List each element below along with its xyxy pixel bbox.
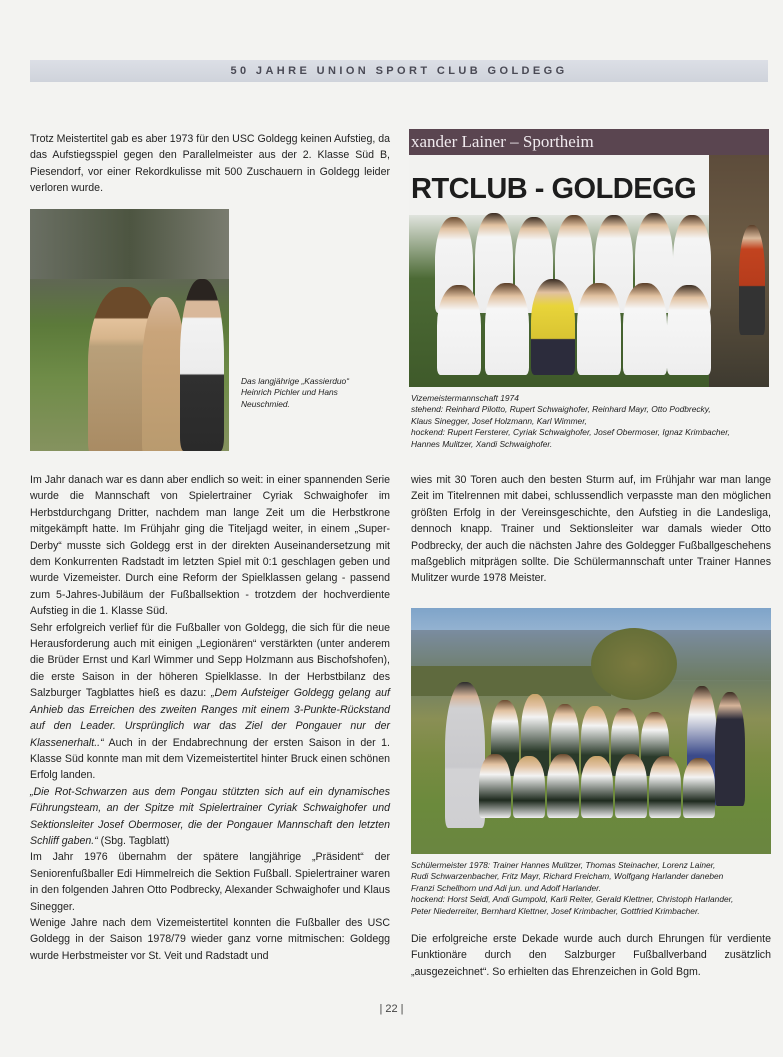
right-column-text-top <box>411 472 771 587</box>
page-header-title: 50 JAHRE UNION SPORT CLUB GOLDEGG <box>230 65 568 77</box>
youth-kneeling <box>513 756 545 818</box>
quote-tagblatt: „Die Rot-Schwarzen aus dem Pongau stützten sich auf ein dynamisches Führungsteam, an der Spitze mit Spielertrainer Cyriak Schwaighofer und Sektionsleiter Josef Obermoser, die der Pongauer Mannschaft den letzten Schliff gaben.“ <box>30 785 390 847</box>
photo-kassierduo <box>30 209 229 451</box>
youth-kneeling <box>683 758 715 818</box>
caption-schuelermeister <box>411 860 733 917</box>
photo-treeline <box>411 666 611 696</box>
caption-line: Vizemeistermannschaft 1974 <box>411 393 519 403</box>
youth-kneeling <box>581 756 613 818</box>
caption-line: hockend: Horst Seidl, Andi Gumpold, Karli Reiter, Gerald Klettner, Christoph Harlander, <box>411 894 734 905</box>
spectator <box>739 225 765 335</box>
youth-kneeling <box>547 754 579 818</box>
caption-line: Hannes Mulitzer, Xandi Schwaighofer. <box>411 438 553 449</box>
header-band <box>30 60 768 82</box>
caption-line: Franzi Schellhorn und Adi jun. und Adolf Harlander. <box>411 882 601 893</box>
paragraph: Im Jahr danach war es dann aber endlich so weit: in einer spannenden Serie wurde die Mannschaft von Spielertrainer Cyriak Schwaighofer im Herbstdurchgang Dritter, nachdem man lange Zeit um die Herbstkrone mitgekämpft hatte. Im Frühjahr ging die Titeljagd weiter, in einem „Super-Derby“ musste sich Goldegg erst in der direkten Auseinandersetzung mit dem Konkurrenten Radstadt im letzten Spiel mit 0:1 geschlagen geben und wurde Vizemeister. Durch eine Reform der Spielklassen gelang - passend zum 5-Jahres-Jubiläum der Fußballsektion - trotzdem der hochverdiente Aufstieg in die 1. Klasse Süd. <box>30 474 390 618</box>
paragraph: Die erfolgreiche erste Dekade wurde auch durch Ehrungen für verdiente Funktionäre durch den Salzburger Fußballverband zusätzlich „ausgezeichnet“. So erhielten das Ehrenzeichen in Gold Bgm. <box>411 933 771 978</box>
player-kneeling <box>485 283 529 375</box>
goalkeeper-yellow-shirt <box>531 279 575 375</box>
youth-kneeling <box>615 754 647 818</box>
paragraph: wies mit 30 Toren auch den besten Sturm auf, im Frühjahr war man lange Zeit im Titelrennen mit dabei, schlussendlich verpasste man den möglichen größten Erfolg in der Vereinsgeschichte, den Aufstieg in die Landesliga, dennoch knapp. Trainer und Sektionsleiter war damals wieder Otto Podbrecky, der auch die nächsten Jahre des Goldegger Fußballgeschehens maßgeblich mitprägen sollte. Die Schülermannschaft unter Trainer Hannes Mulitzer wurde 1978 Meister. <box>411 474 771 585</box>
photo-sign-text: RTCLUB - GOLDEGG <box>411 173 697 205</box>
adult-right <box>715 692 745 806</box>
youth-kneeling <box>649 756 681 818</box>
caption-line: stehend: Reinhard Pilotto, Rupert Schwaighofer, Reinhard Mayr, Otto Podbrecky, <box>411 404 711 415</box>
caption-line: Das langjährige „Kassierduo“ <box>241 376 349 386</box>
intro-paragraph <box>30 131 390 197</box>
caption-line: Rudi Schwarzenbacher, Fritz Mayr, Richard Freicham, Wolfgang Harlander daneben <box>411 871 724 882</box>
photo-vizemeister-team <box>409 129 769 387</box>
player-kneeling <box>667 285 711 375</box>
left-column-text <box>30 472 390 964</box>
photo-tree <box>591 628 677 700</box>
paragraph: Wenige Jahre nach dem Vizemeistertitel konnten die Fußballer des USC Goldegg in der Saison 1978/79 wieder ganz vorne mitmischen: Goldegg wurde Herbstmeister vor St. Veit und Radstadt und <box>30 916 390 962</box>
intro-text: Trotz Meistertitel gab es aber 1973 für den USC Goldegg keinen Aufstieg, da das Aufstiegsspiel gegen den Parallelmeister aus der 2. Klasse Süd B, Piesendorf, vor einer Rekordkulisse mit 500 Zuschauern in Goldegg leider verloren wurde. <box>30 133 391 195</box>
photo-banner-text: xander Lainer – Sportheim <box>411 132 594 151</box>
photo-background-trees <box>30 209 229 279</box>
caption-vizemeister <box>411 393 730 450</box>
player-kneeling <box>623 283 667 375</box>
paragraph <box>30 784 390 850</box>
caption-line: Peter Niederreiter, Bernhard Klettner, Josef Krimbacher, Gottfried Krimbacher. <box>411 905 700 916</box>
caption-line: hockend: Rupert Fersterer, Cyriak Schwaighofer, Josef Obermoser, Ignaz Krimbacher, <box>411 427 730 438</box>
caption-kassierduo <box>241 376 349 410</box>
page-number: | 22 | <box>379 1003 404 1015</box>
paragraph-text: Auch in der Endabrechnung der ersten Saison in der 1. Klasse Süd konnte man mit dem Vizemeistertitel hinter Bruck einen schönen Erfolg landen. <box>30 736 390 782</box>
person-right <box>180 279 224 451</box>
quote-tagblatt: „Dem Aufsteiger Goldegg gelang auf Anhieb das Erreichen des zweiten Ranges mit einem 3-Punkte-Rückstand auf den Leader. Ursprünglich war das Ziel der Pongauer nur der Klassenerhalt..“ <box>30 687 390 749</box>
paragraph: Im Jahr 1976 übernahm der spätere langjährige „Präsident“ der Seniorenfußballer Edi Himmelreich die Sektion Fußball. Spielertrainer waren in den folgenden Jahren Otto Podbrecky, Alexander Schwaighofer und Klaus Sinegger. <box>30 851 390 913</box>
right-column-text-bottom <box>411 931 771 980</box>
caption-line: Schülermeister 1978: Trainer Hannes Mulitzer, Thomas Steinacher, Lorenz Lainer, <box>411 860 716 870</box>
youth-kneeling <box>479 754 511 818</box>
photo-schuelermeister-team <box>411 608 771 854</box>
player-kneeling <box>437 285 481 375</box>
paragraph <box>30 620 390 784</box>
caption-line: Klaus Sinegger, Josef Holzmann, Karl Wimmer, <box>411 415 587 426</box>
paragraph-text: Sehr erfolgreich verlief für die Fußballer von Goldegg, die sich für die neue Herausforderung auch mit einigen „Legionären“ verstärkten (unter anderem die Brüder Ernst und Karl Wimmer und Sepp Holzmann aus Bischofshofen), die erste Saison in der höheren Spielklasse. In der Herbstbilanz des Salzburger Tagblattes hieß es dazu: <box>30 621 390 700</box>
caption-line: Heinrich Pichler und Hans <box>241 387 338 398</box>
caption-line: Neuschmied. <box>241 398 290 409</box>
quote-source: (Sbg. Tagblatt) <box>97 834 170 847</box>
player-kneeling <box>577 283 621 375</box>
